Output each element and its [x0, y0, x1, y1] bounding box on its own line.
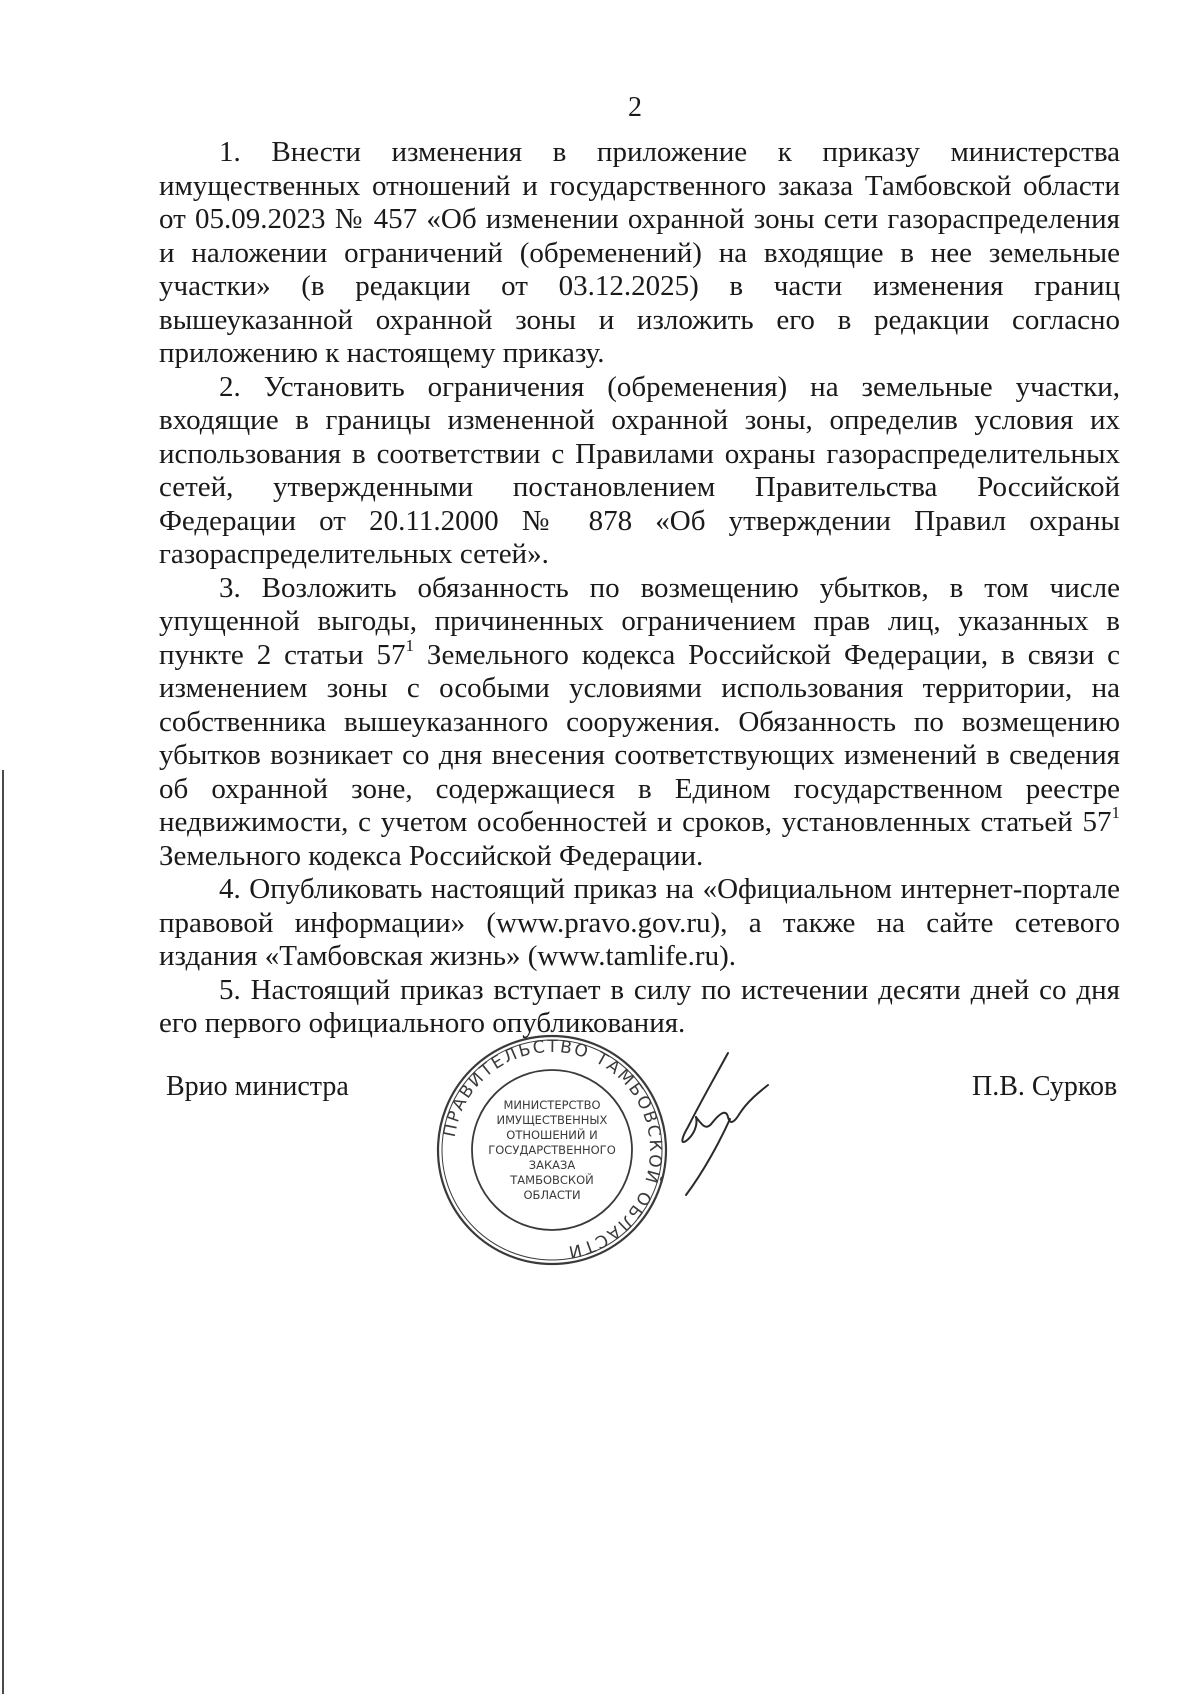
- seal-inner-line: ЗАКАЗА: [528, 1158, 576, 1172]
- svg-text:ПРАВИТЕЛЬСТВО ТАМБОВСКОЙ ОБЛАС: ПРАВИТЕЛЬСТВО ТАМБОВСКОЙ ОБЛАСТИ: [439, 1036, 666, 1262]
- paragraph-3: [159, 572, 1120, 874]
- paragraph-5: 5. Настоящий приказ вступает в силу по истечении десяти дней со дня его первого официального опубликования.: [159, 973, 1120, 1039]
- paragraph-1: 1. Внести изменения в приложение к приказу министерства имущественных отношений и государственного заказа Тамбовской области от 05.09.2023 № 457 «Об изменении охранной зоны сети газораспределения и наложении ограничений (обременений) на входящие в нее земельные участки» (в редакции от 03.12.2025) в части изменения границ вышеуказанной охранной зоны и изложить его в редакции согласно приложению к настоящему приказу.: [159, 136, 1120, 369]
- seal-inner-line: ОТНОШЕНИЙ И: [506, 1128, 598, 1142]
- paragraph-3-part-b: Земельного кодекса Российской Федерации, в связи с изменением зоны с особыми условиями использования территории, на собственника вышеуказанного сооружения. Обязанность по возмещению убытков возникает со дня внесения соответствующих изменений в сведения об охранной зоне, содержащиеся в Едином государственном реестре недвижимости, с учетом особенностей и сроков, установленных статьей 57: [159, 638, 1121, 838]
- paragraph-2: 2. Установить ограничения (обременения) на земельные участки, входящие в границы измененной охранной зоны, определив условия их использования в соответствии с Правилами охраны газораспределительных сетей, утвержденными постановлением Правительства Российской Федерации от 20.11.2000 № 878 «Об утверждении Правил охраны газораспределительных сетей».: [159, 370, 1120, 570]
- order-body: [159, 136, 1120, 1041]
- seal-inner-line: МИНИСТЕРСТВО: [503, 1098, 601, 1112]
- seal-inner-line: ГОСУДАРСТВЕННОГО: [488, 1143, 616, 1157]
- paragraph-3-part-a: 3. Возложить обязанность по возмещению убытков, в том числе упущенной выгоды, причиненных ограничением прав лиц, указанных в пункте 2 статьи 57: [159, 571, 1120, 671]
- seal-inner-line: ТАМБОВСКОЙ: [510, 1173, 594, 1187]
- page-number: 2: [628, 92, 642, 123]
- signer-name: П.В. Сурков: [972, 1071, 1118, 1102]
- signer-position: Врио министра: [166, 1071, 349, 1102]
- article-superscript: 1: [1111, 803, 1120, 822]
- article-superscript: 1: [405, 635, 414, 655]
- seal-inner-line: ИМУЩЕСТВЕННЫХ: [496, 1113, 608, 1127]
- seal-inner-line: ОБЛАСТИ: [523, 1188, 581, 1202]
- paragraph-3-part-c: Земельного кодекса Российской Федерации.: [159, 839, 704, 872]
- paragraph-4: 4. Опубликовать настоящий приказ на «Официальном интернет-портале правовой информации» (www.pravo.gov.ru), а также на сайте сетевого издания «Тамбовская жизнь» (www.tamlife.ru).: [159, 873, 1120, 972]
- official-seal-stamp: [432, 1030, 672, 1270]
- handwritten-signature: [668, 1045, 778, 1205]
- scan-edge-line: [2, 770, 4, 1694]
